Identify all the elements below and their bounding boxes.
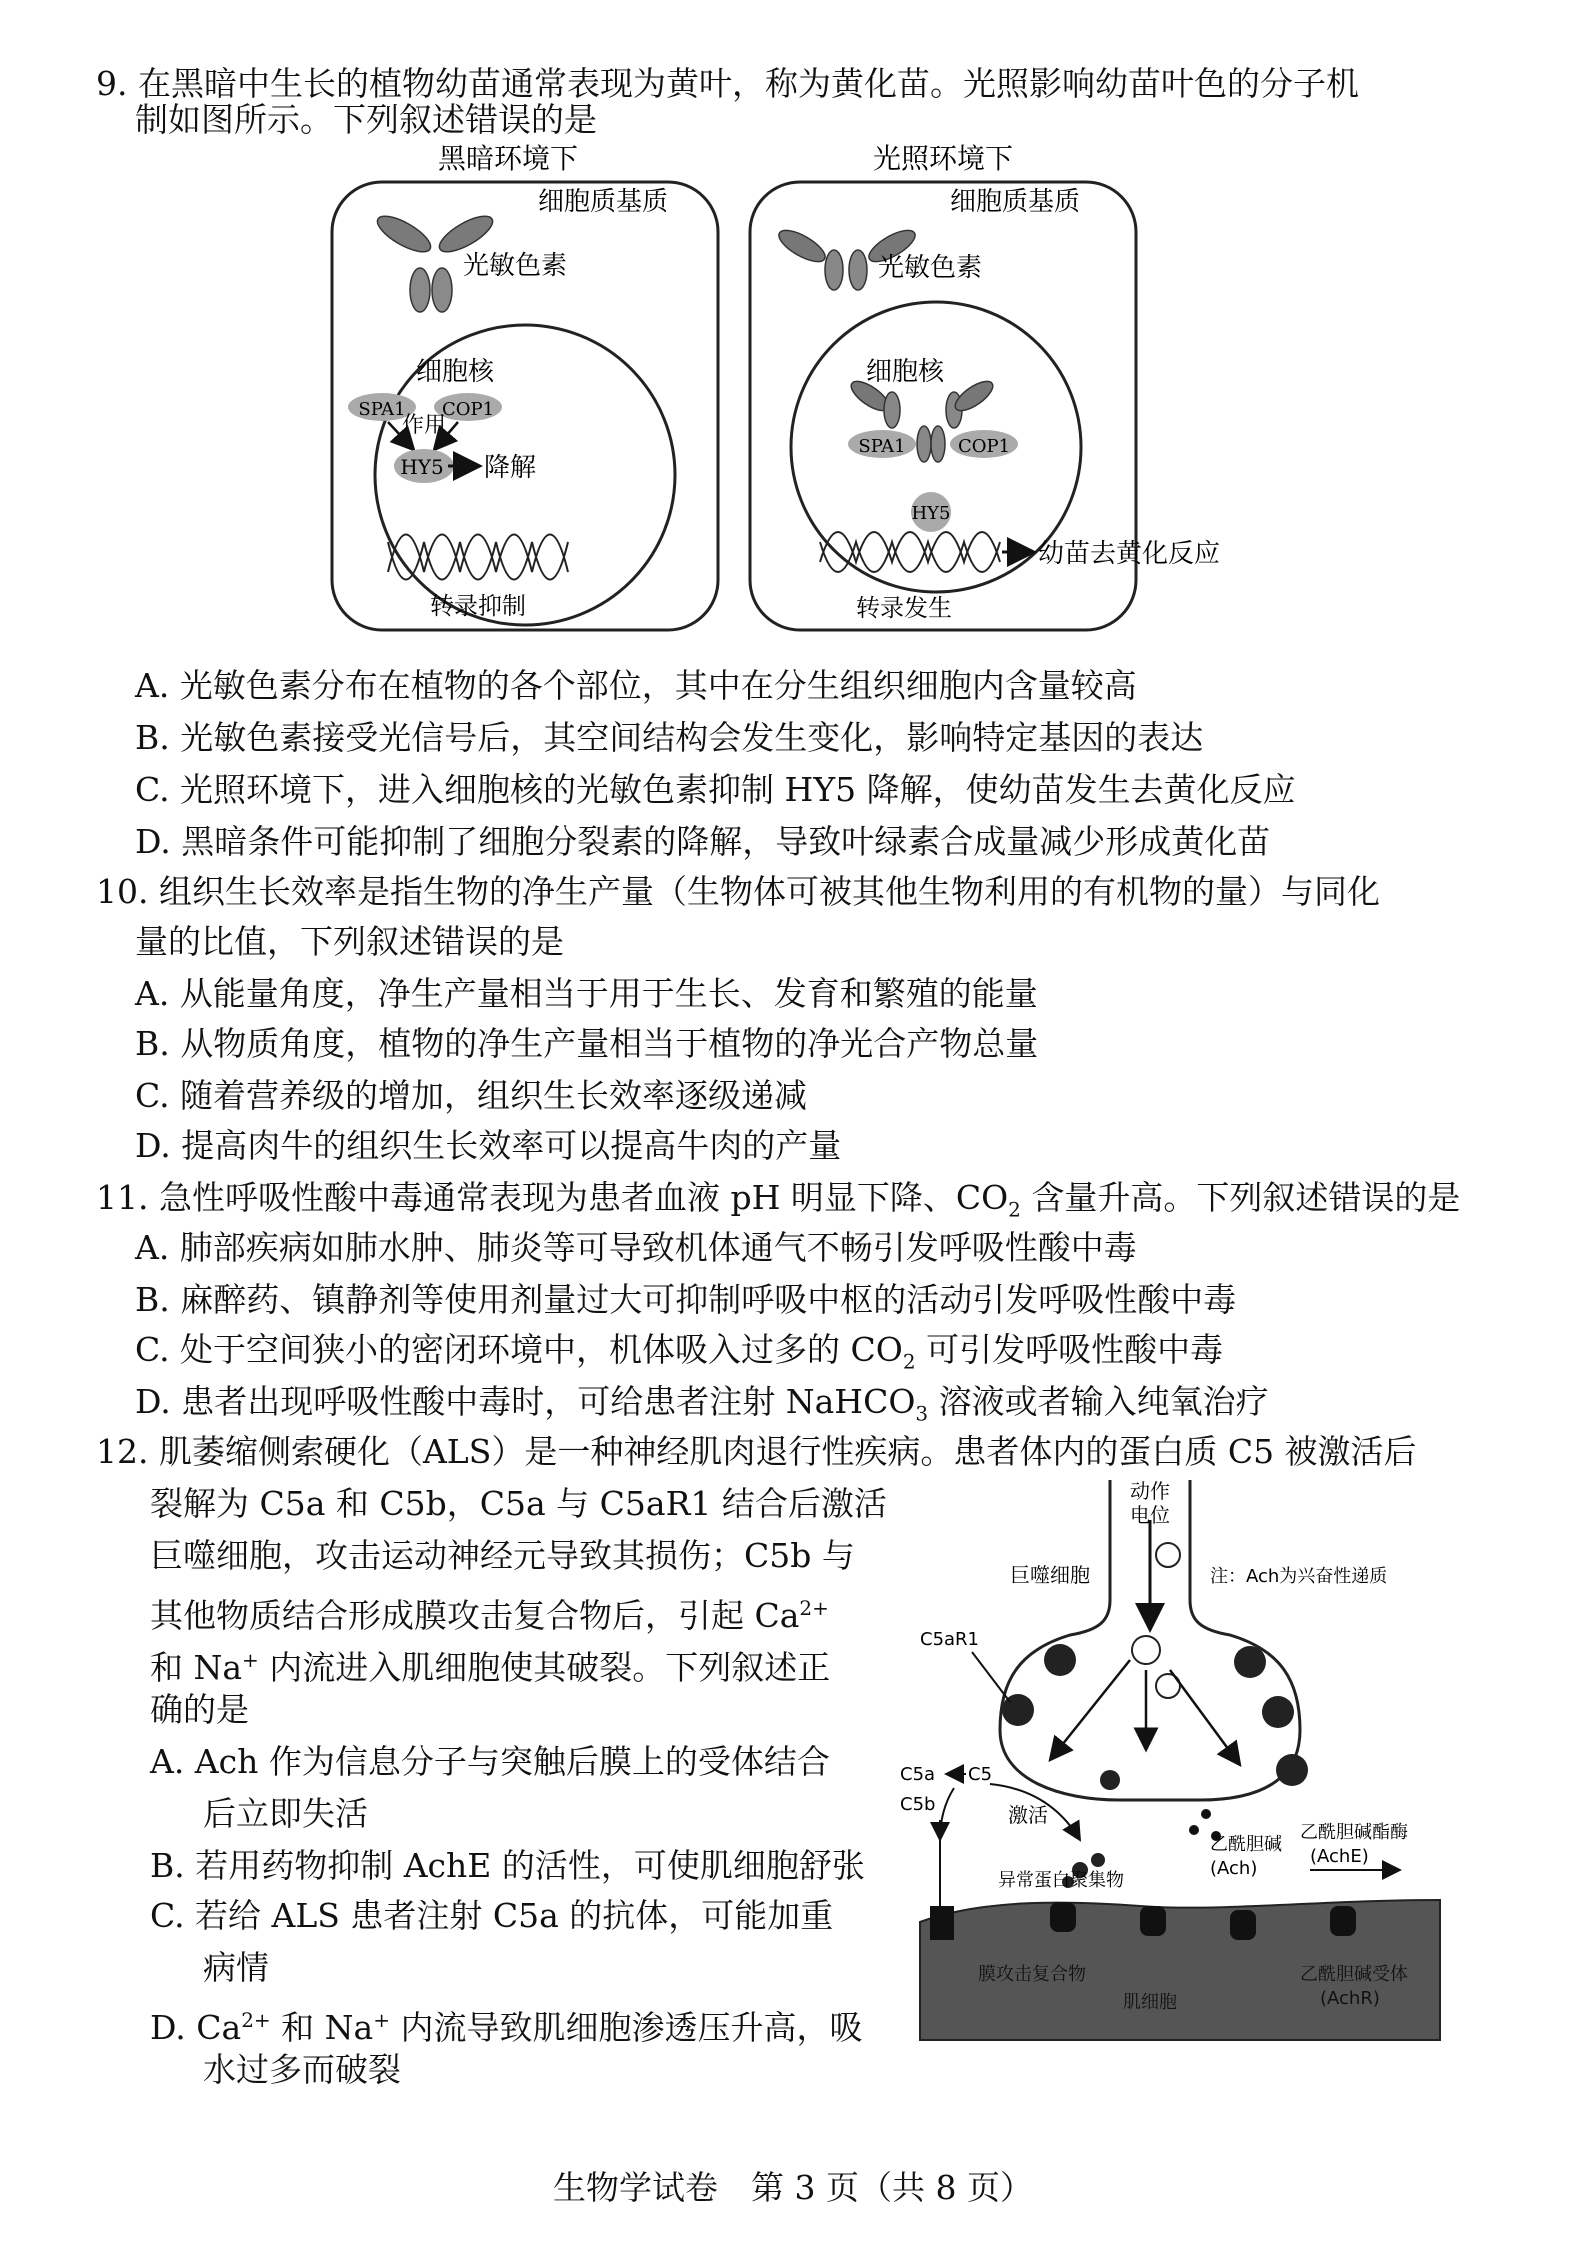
nucleus-label-dark: 细胞核 [416,357,495,387]
q9-stem-line1: 9. 在黑暗中生长的植物幼苗通常表现为黄叶，称为黄化苗。光照影响幼苗叶色的分子机 [96,64,1359,103]
macrophage-3 [1234,1646,1266,1678]
action-potential-label-2: 电位 [1130,1503,1170,1527]
mac-label: 膜攻击复合物 [978,1964,1086,1985]
achr-label-1: 乙酰胆碱受体 [1300,1964,1408,1985]
macrophage-4 [1262,1696,1294,1728]
phytochrome-dark-1 [373,209,436,258]
q11-option-b: B. 麻醉药、镇静剂等使用剂量过大可抑制呼吸中枢的活动引发呼吸性酸中毒 [135,1280,1237,1319]
q9-option-d: D. 黑暗条件可能抑制了细胞分裂素的降解，导致叶绿素合成量减少形成黄化苗 [135,822,1271,861]
spa1-label-light: SPA1 [858,436,906,457]
spa1-label-dark: SPA1 [358,399,406,420]
deetiolation-label: 幼苗去黄化反应 [1038,539,1221,569]
ache-label-1: 乙酰胆碱酯酶 [1300,1822,1408,1843]
ach-label-1: 乙酰胆碱 [1210,1834,1282,1855]
q12-stem-line5: 和 Na+ 内流进入肌细胞使其破裂。下列叙述正 [150,1648,831,1687]
ach-label-2: (Ach) [1210,1858,1258,1879]
q9-option-c: C. 光照环境下，进入细胞核的光敏色素抑制 HY5 降解，使幼苗发生去黄化反应 [135,770,1296,809]
ach-1 [1201,1809,1211,1819]
dark-title: 黑暗环境下 [437,142,579,175]
q12-stem-line4: 其他物质结合形成膜攻击复合物后，引起 $Ca^{2+}$ [150,1596,829,1635]
phytochrome-nuc-2 [884,392,900,428]
receptor-3 [1230,1910,1256,1940]
vesicle-1 [1156,1543,1180,1567]
hy5-label-dark: HY5 [400,455,444,479]
q12-option-b: B. 若用药物抑制 AchE 的活性，可使肌细胞舒张 [150,1846,865,1885]
cytoplasm-label-light: 细胞质基质 [950,187,1081,217]
dna-light [820,532,1000,572]
q11-option-c: C. 处于空间狭小的密闭环境中，机体吸入过多的 $CO_2$ 可引发呼吸性酸中毒 [135,1330,1224,1374]
q12-option-a-line1: A. Ach 作为信息分子与突触后膜上的受体结合 [150,1742,830,1781]
q9-stem-line2: 制如图所示。下列叙述错误的是 [135,100,597,139]
receptor-4 [1330,1906,1356,1936]
q9-option-b: B. 光敏色素接受光信号后，其空间结构会发生变化，影响特定基因的表达 [135,718,1204,757]
phytochrome-dark-3 [432,268,452,312]
macrophage-label: 巨噬细胞 [1010,1563,1090,1587]
receptor-1 [1050,1902,1076,1932]
q12-option-c-line1: C. 若给 ALS 患者注射 C5a 的抗体，可能加重 [150,1896,834,1935]
c5a-label: C5a [900,1764,936,1785]
q12-option-d-line2: 水过多而破裂 [203,2050,401,2089]
muscle-label: 肌细胞 [1123,1992,1177,2013]
q12-figure [900,1480,1460,2050]
phytochrome-light-2 [825,250,843,290]
q12-option-c-line2: 病情 [203,1948,269,1987]
c5b-label: C5b [900,1794,936,1815]
light-title: 光照环境下 [872,142,1014,175]
macrophage-1 [1044,1644,1076,1676]
q10-option-a: A. 从能量角度，净生产量相当于用于生长、发育和繁殖的能量 [135,974,1038,1013]
ach-2 [1189,1825,1199,1835]
action-label: 作用 [401,413,447,438]
phyto-stem-light-2 [931,426,945,462]
cytoplasm-label-dark: 细胞质基质 [538,187,669,217]
q12-option-a-line2: 后立即失活 [203,1794,368,1833]
achr-label-2: (AchR) [1320,1988,1380,2009]
q10-option-d: D. 提高肉牛的组织生长效率可以提高牛肉的产量 [135,1126,842,1165]
cop1-label-light: COP1 [957,436,1011,457]
macrophage-6 [1100,1770,1120,1790]
cop1-label-dark: COP1 [441,399,495,420]
q12-option-d-line1: D. $Ca^{2+}$ 和 Na+ 内流导致肌细胞渗透压升高，吸 [150,2008,863,2047]
phytochrome-label-light: 光敏色素 [878,253,983,283]
transcription-occur-label: 转录发生 [856,594,952,622]
receptor-2 [1140,1906,1166,1936]
vesicle-2 [1132,1636,1160,1664]
aggregates-label: 异常蛋白聚集物 [998,1870,1124,1891]
dna-dark [388,535,568,580]
activate-label: 激活 [1008,1803,1048,1827]
q10-option-b: B. 从物质角度，植物的净生产量相当于植物的净光合产物总量 [135,1024,1039,1063]
action-potential-label-1: 动作 [1130,1480,1170,1503]
q11-stem: 11. 急性呼吸性酸中毒通常表现为患者血液 pH 明显下降、$CO_2$ 含量升高。下列叙述错误的是 [96,1178,1461,1222]
c5ar1-label: C5aR1 [920,1629,980,1650]
q10-stem-line1: 10. 组织生长效率是指生物的净生产量（生物体可被其他生物利用的有机物的量）与同化 [96,872,1380,911]
q9-figure [318,142,1288,642]
q12-stem-line1: 12. 肌萎缩侧索硬化（ALS）是一种神经肌肉退行性疾病。患者体内的蛋白质 C5 被激活后 [96,1432,1417,1471]
q9-option-a: A. 光敏色素分布在植物的各个部位，其中在分生组织细胞内含量较高 [135,666,1137,705]
q12-stem-line2: 裂解为 C5a 和 C5b，C5a 与 C5aR1 结合后激活 [150,1484,887,1523]
q11-option-a: A. 肺部疾病如肺水肿、肺炎等可导致机体通气不畅引发呼吸性酸中毒 [135,1228,1137,1267]
q12-stem-line3: 巨噬细胞，攻击运动神经元导致其损伤；C5b 与 [150,1536,855,1575]
phytochrome-dark-2 [410,268,430,312]
q10-option-c: C. 随着营养级的增加，组织生长效率逐级递减 [135,1076,808,1115]
ache-label-2: (AchE) [1310,1846,1369,1867]
nucleus-label-light: 细胞核 [866,357,945,387]
q10-stem-line2: 量的比值，下列叙述错误的是 [135,922,564,961]
phyto-stem-light-1 [917,426,931,462]
phytochrome-label-dark: 光敏色素 [463,251,568,281]
degrade-label: 降解 [484,453,537,483]
phytochrome-light-1 [774,224,829,267]
q11-option-d: D. 患者出现呼吸性酸中毒时，可给患者注射 NaHCO$_3$ 溶液或者输入纯氧治疗 [135,1382,1269,1426]
aggregate-2 [1091,1853,1105,1867]
hy5-label-light: HY5 [911,503,951,524]
phytochrome-light-3 [849,250,867,290]
q12-stem-line6: 确的是 [150,1690,249,1729]
note-label: 注：Ach为兴奋性递质 [1210,1566,1388,1587]
mac-1 [930,1906,954,1940]
page-footer: 生物学试卷 第 3 页（共 8 页） [553,2168,1033,2207]
macrophage-5 [1276,1754,1308,1786]
transcription-inhibit-label: 转录抑制 [430,592,526,620]
c5-label: C5 [968,1764,993,1785]
